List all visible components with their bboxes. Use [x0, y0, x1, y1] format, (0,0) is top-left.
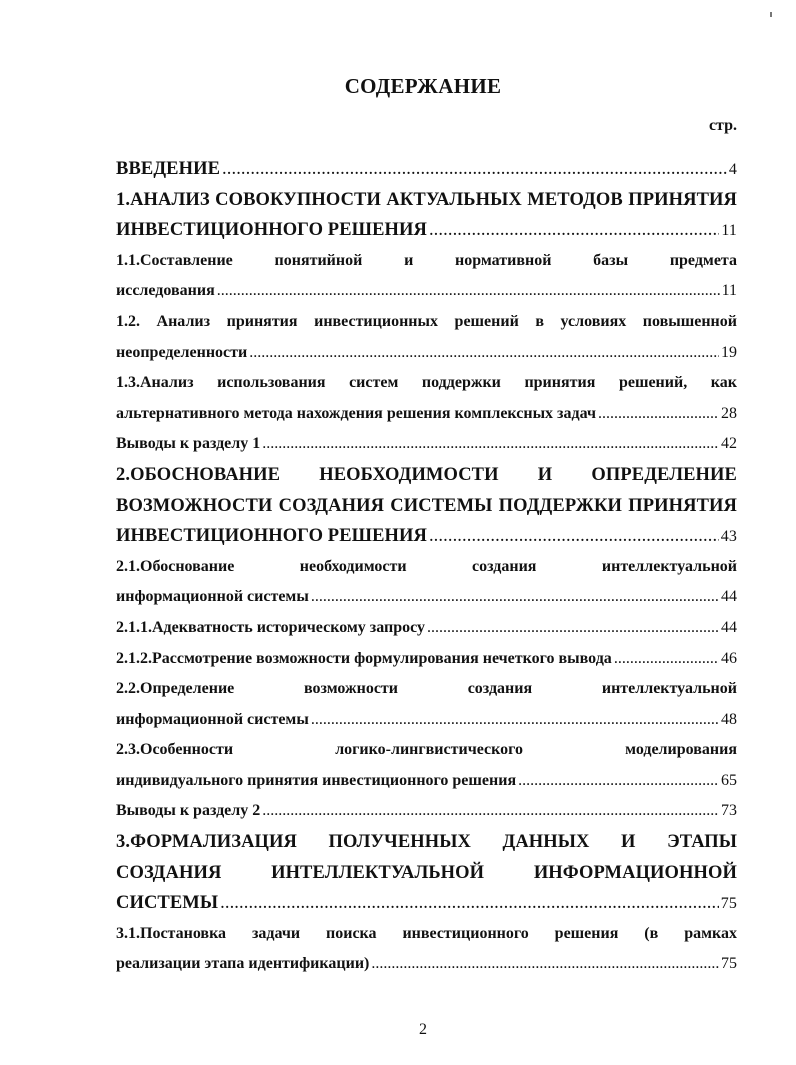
- toc-entry-line: [116, 705, 737, 736]
- toc-entry-line: [116, 919, 737, 950]
- toc-page-number: 65: [721, 771, 737, 789]
- toc-entry-line: [116, 888, 737, 919]
- toc-entry-line: [116, 215, 737, 246]
- toc-entry-text: ИНВЕСТИЦИОННОГО РЕШЕНИЯ: [116, 526, 427, 547]
- toc-entry[interactable]: [116, 735, 737, 796]
- toc-entry-word: НЕОБХОДИМОСТИ: [319, 464, 499, 485]
- toc-entry-word: ПОДДЕРЖКИ: [498, 495, 622, 516]
- toc-entry-word: принятия: [226, 312, 298, 330]
- toc-entry-line: [116, 491, 737, 522]
- toc-page-number: 11: [721, 222, 737, 240]
- toc-page-number: 44: [721, 618, 737, 636]
- toc-entry[interactable]: [116, 644, 737, 675]
- toc-entry[interactable]: [116, 919, 737, 980]
- toc-entry-word: Анализ: [156, 312, 211, 330]
- toc-entry-text: реализации этапа идентификации): [116, 955, 370, 973]
- toc-entry-word: и: [404, 251, 414, 269]
- toc-entry-text: информационной системы: [116, 710, 309, 728]
- toc-entry-word: интеллектуальной: [601, 557, 737, 575]
- toc-entry-word: 2.ОБОСНОВАНИЕ: [116, 464, 281, 485]
- toc-entry-line: [116, 766, 737, 797]
- toc-entry-word: интеллектуальной: [601, 680, 737, 698]
- toc-entry-word: МЕТОДОВ: [527, 189, 623, 210]
- dot-leader: [262, 796, 719, 827]
- toc-entry-word: ПРИНЯТИЯ: [628, 189, 737, 210]
- toc-entry-word: поддержки: [421, 374, 501, 392]
- toc-entry-word: рамках: [684, 924, 737, 942]
- toc-page-number: 28: [721, 404, 737, 422]
- toc-entry-text: ИНВЕСТИЦИОННОГО РЕШЕНИЯ: [116, 220, 427, 241]
- toc-entry-text: Выводы к разделу 2: [116, 802, 261, 820]
- toc-entry[interactable]: [116, 429, 737, 460]
- toc-entry-word: инвестиционного: [402, 924, 529, 942]
- toc-entry-word: 1.АНАЛИЗ: [116, 189, 210, 210]
- toc-entry-text: исследования: [116, 282, 215, 300]
- toc-entry-text: Выводы к разделу 1: [116, 435, 261, 453]
- toc-entry-word: 2.3.Особенности: [116, 741, 234, 759]
- toc-entry-line: [116, 582, 737, 613]
- toc-entry-word: ДАННЫХ: [502, 832, 590, 853]
- toc-page-number: 75: [721, 955, 737, 973]
- toc-entry-text: 2.1.2.Рассмотрение возможности формулирования нечеткого вывода: [116, 649, 612, 667]
- toc-entry[interactable]: [116, 368, 737, 429]
- toc-entry-line: [116, 185, 737, 216]
- toc-entry-word: решений,: [618, 374, 688, 392]
- toc-entry[interactable]: [116, 796, 737, 827]
- toc-entry[interactable]: [116, 154, 737, 185]
- dot-leader: [429, 521, 719, 552]
- toc-entry-line: [116, 521, 737, 552]
- page-title: СОДЕРЖАНИЕ: [344, 74, 502, 98]
- toc-entry-word: СОЗДАНИЯ: [116, 862, 222, 883]
- toc-entry-word: ИНФОРМАЦИОННОЙ: [533, 862, 737, 883]
- dot-leader: [518, 766, 719, 797]
- toc-entry-text: ВВЕДЕНИЕ: [116, 159, 221, 179]
- page-number: 2: [419, 1021, 427, 1038]
- toc-entry-text: СИСТЕМЫ: [116, 893, 219, 914]
- toc-entry-line: [116, 154, 737, 185]
- toc-entry-line: [116, 613, 737, 644]
- toc-entry-word: СОЗДАНИЯ: [278, 495, 385, 516]
- toc-entry-word: 3.1.Постановка: [116, 924, 227, 942]
- toc-entry-word: предмета: [669, 251, 737, 269]
- dot-leader: [222, 154, 727, 185]
- toc-entry-word: 1.3.Анализ: [116, 374, 194, 392]
- toc-entry-line: [116, 735, 737, 766]
- toc-entry-word: создания: [467, 680, 533, 698]
- toc-entry[interactable]: [116, 460, 737, 552]
- toc-page-number: 42: [721, 435, 737, 453]
- dot-leader: [371, 949, 719, 980]
- toc-entry-word: логико-лингвистического: [335, 741, 523, 759]
- toc-entry-word: принятия: [524, 374, 596, 392]
- toc-entry-word: 1.2.: [116, 312, 140, 330]
- toc-entry-word: в: [535, 312, 544, 330]
- toc-page-number: 4: [728, 161, 737, 178]
- toc-entry-word: использования: [217, 374, 326, 392]
- toc-entry-line: [116, 399, 737, 430]
- toc-page-number: 19: [721, 343, 737, 361]
- toc-entry-word: СИСТЕМЫ: [390, 495, 493, 516]
- toc-entry-word: ПОЛУЧЕННЫХ: [328, 832, 471, 853]
- toc-entry-word: поиска: [326, 924, 377, 942]
- toc-entry-word: И: [621, 832, 636, 853]
- toc-page-number: 48: [721, 710, 737, 728]
- toc-entry-word: условиях: [560, 312, 627, 330]
- toc-entry-word: как: [710, 374, 737, 392]
- toc-entry-word: АКТУАЛЬНЫХ: [386, 189, 522, 210]
- toc-entry[interactable]: [116, 613, 737, 644]
- toc-entry-word: повышенной: [642, 312, 737, 330]
- toc-page-number: 11: [721, 282, 737, 300]
- toc-entry-line: [116, 858, 737, 889]
- toc-entry-word: базы: [593, 251, 629, 269]
- toc-entry[interactable]: [116, 827, 737, 919]
- dot-leader: [311, 705, 719, 736]
- toc-entry-word: возможности: [303, 680, 398, 698]
- toc-page-number: 44: [721, 588, 737, 606]
- toc-entry-word: ЭТАПЫ: [667, 832, 737, 853]
- toc-entry[interactable]: [116, 674, 737, 735]
- toc-entry-word: решений: [454, 312, 519, 330]
- toc-entry-line: [116, 644, 737, 675]
- toc-entry-text: альтернативного метода нахождения решения комплексных задач: [116, 404, 596, 422]
- toc-entry-word: ПРИНЯТИЯ: [628, 495, 737, 516]
- page-column-label: стр.: [708, 117, 737, 134]
- toc-entry[interactable]: [116, 307, 737, 368]
- toc-page-number: 73: [721, 802, 737, 820]
- toc-entry[interactable]: [116, 185, 737, 246]
- toc-entry-line: [116, 674, 737, 705]
- toc-entry-word: (в: [644, 924, 659, 942]
- toc-entry-line: [116, 552, 737, 583]
- toc-entry-text: индивидуального принятия инвестиционного решения: [116, 771, 517, 789]
- toc-entry-word: инвестиционных: [314, 312, 439, 330]
- toc-entry-line: [116, 276, 737, 307]
- toc-entry[interactable]: [116, 552, 737, 613]
- toc-entry-line: [116, 338, 737, 369]
- toc-entry-word: задачи: [251, 924, 301, 942]
- toc-entry-line: [116, 307, 737, 338]
- toc-entry-word: 3.ФОРМАЛИЗАЦИЯ: [116, 832, 297, 853]
- toc-page-number: 43: [720, 528, 737, 546]
- toc-page-number: 75: [720, 895, 737, 913]
- toc-entry-word: создания: [472, 557, 537, 575]
- toc-entry-word: 2.2.Определение: [116, 680, 235, 698]
- toc-entry-word: И: [537, 464, 553, 485]
- toc-entry-word: нормативной: [455, 251, 552, 269]
- toc-entry[interactable]: [116, 246, 737, 307]
- toc-entry-word: ВОЗМОЖНОСТИ: [116, 495, 273, 516]
- table-of-contents: [116, 154, 737, 980]
- toc-entry-word: СОВОКУПНОСТИ: [215, 189, 381, 210]
- toc-entry-line: [116, 796, 737, 827]
- toc-entry-text: неопределенности: [116, 343, 248, 361]
- dot-leader: [614, 644, 719, 675]
- toc-entry-text: информационной системы: [116, 588, 309, 606]
- toc-entry-word: моделирования: [625, 741, 737, 759]
- toc-entry-line: [116, 949, 737, 980]
- toc-entry-word: решения: [554, 924, 619, 942]
- dot-leader: [217, 276, 720, 307]
- toc-entry-line: [116, 827, 737, 858]
- toc-entry-word: ОПРЕДЕЛЕНИЕ: [591, 464, 737, 485]
- toc-entry-word: ИНТЕЛЛЕКТУАЛЬНОЙ: [271, 862, 485, 883]
- toc-entry-text: 2.1.1.Адекватность историческому запросу: [116, 618, 426, 636]
- dot-leader: [311, 582, 719, 613]
- toc-entry-word: систем: [349, 374, 399, 392]
- scan-speck: [770, 12, 772, 17]
- toc-entry-line: [116, 460, 737, 491]
- dot-leader: [427, 613, 719, 644]
- toc-entry-line: [116, 429, 737, 460]
- dot-leader: [262, 429, 719, 460]
- toc-entry-line: [116, 368, 737, 399]
- toc-entry-word: понятийной: [274, 251, 363, 269]
- toc-entry-line: [116, 246, 737, 277]
- dot-leader: [220, 888, 719, 919]
- toc-page-number: 46: [721, 649, 737, 667]
- toc-entry-word: 2.1.Обоснование: [116, 557, 235, 575]
- toc-entry-word: необходимости: [299, 557, 407, 575]
- dot-leader: [249, 338, 719, 369]
- dot-leader: [429, 215, 719, 246]
- dot-leader: [598, 399, 719, 430]
- toc-entry-word: 1.1.Составление: [116, 251, 233, 269]
